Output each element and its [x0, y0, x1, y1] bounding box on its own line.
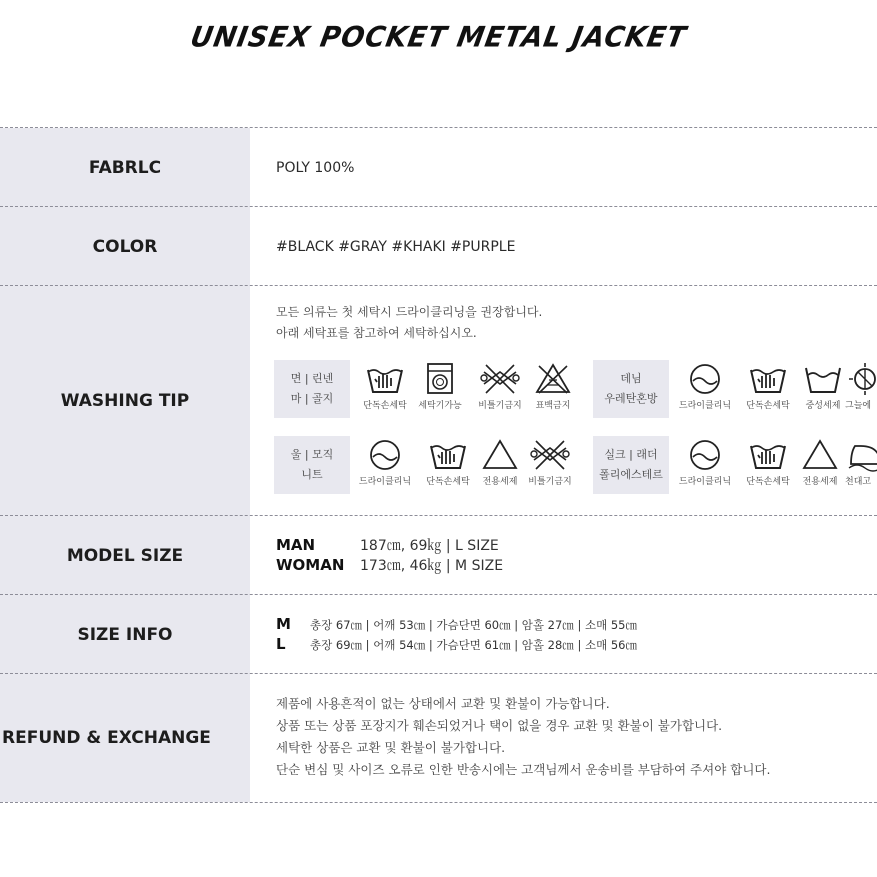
washing-machine-icon [410, 362, 470, 422]
color-value: #BLACK #GRAY #KHAKI #PURPLE [276, 238, 516, 255]
size-line [276, 614, 637, 634]
hand-wash-icon [738, 438, 798, 498]
dry-clean-icon [355, 438, 415, 498]
wash-group-label-line-2: 우레탄혼방 [604, 392, 658, 405]
model-size-row [0, 515, 877, 595]
neutral-detergent-icon [793, 362, 853, 422]
wash-group-silk [593, 436, 669, 494]
icon-caption: 비틀기금지 [528, 477, 572, 487]
shade-dry-icon [845, 362, 877, 422]
size-spec: 총장 67㎝ | 어깨 53㎝ | 가슴단면 60㎝ | 암홀 27㎝ | 소매 55㎝ [310, 618, 637, 632]
refund-line: 상품 또는 상품 포장지가 훼손되었거나 택이 없을 경우 교환 및 환불이 불가합니다. [276, 718, 723, 733]
wash-group-wool [274, 436, 350, 494]
refund-text [276, 693, 770, 781]
dry-clean-icon [675, 438, 735, 498]
icon-caption: 전용세제 [482, 477, 518, 487]
wash-group-label-line-2: 폴리에스테르 [599, 468, 663, 481]
size-info-row [0, 594, 877, 674]
refund-row [0, 673, 877, 803]
hand-wash-icon [738, 362, 798, 422]
model-spec: 173㎝, 46㎏ | M SIZE [360, 558, 504, 574]
fabric-label: FABRLC [0, 128, 250, 207]
icon-caption: 드라이클리닉 [358, 477, 412, 487]
washing-note [276, 302, 542, 344]
model-gender: MAN [276, 536, 316, 554]
no-wring-icon [470, 362, 530, 422]
dry-clean-icon [675, 362, 735, 422]
icon-caption: 단독손세탁 [746, 401, 790, 411]
size-info-values [276, 614, 637, 654]
wash-group-label-line-1: 데님 [620, 372, 642, 385]
icon-caption: 세탁기가능 [418, 401, 462, 411]
wash-group-label-line-2: 니트 [301, 468, 323, 481]
icon-caption: 표백금지 [535, 401, 571, 411]
wash-group-cotton [274, 360, 350, 418]
size-spec: 총장 69㎝ | 어깨 54㎝ | 가슴단면 61㎝ | 암홀 28㎝ | 소매 56㎝ [310, 638, 637, 652]
size-info-label: SIZE INFO [0, 595, 250, 674]
icon-caption: 그늘에 [845, 401, 872, 411]
washing-note-line-2: 아래 세탁표를 참고하여 세탁하십시오. [276, 326, 477, 340]
refund-line: 제품에 사용흔적이 없는 상태에서 교환 및 환불이 가능합니다. [276, 696, 610, 711]
refund-line: 단순 변심 및 사이즈 오류로 인한 반송시에는 고객님께서 운송비를 부담하여 주셔야 합니다. [276, 762, 771, 777]
color-row [0, 206, 877, 286]
model-line [276, 535, 503, 555]
model-gender: WOMAN [276, 556, 345, 574]
icon-caption: 중성세제 [805, 401, 841, 411]
color-label: COLOR [0, 207, 250, 286]
fabric-value: POLY 100% [276, 159, 355, 176]
model-size-values [276, 535, 503, 575]
no-bleach-icon [523, 362, 583, 422]
fabric-row [0, 127, 877, 207]
refund-line: 세탁한 상품은 교환 및 환불이 불가합니다. [276, 740, 506, 755]
icon-caption: 단독손세탁 [363, 401, 407, 411]
icon-caption: 드라이클리닉 [678, 477, 732, 487]
icon-caption: 천대고 [845, 477, 872, 487]
washing-row [0, 285, 877, 516]
wash-group-label-line-2: 마 | 골지 [290, 392, 334, 405]
washing-label: WASHING TIP [0, 286, 250, 516]
wash-group-denim [593, 360, 669, 418]
page-title: UNISEX POCKET METAL JACKET [187, 21, 689, 54]
hand-wash-icon [355, 362, 415, 422]
model-spec: 187㎝, 69㎏ | L SIZE [360, 538, 499, 554]
hand-wash-icon [418, 438, 478, 498]
model-line [276, 555, 503, 575]
wash-group-label-line-1: 실크 | 래더 [604, 448, 658, 461]
icon-caption: 단독손세탁 [746, 477, 790, 487]
wash-group-label-line-1: 면 | 린넨 [290, 372, 334, 385]
no-wring-icon [520, 438, 580, 498]
size-key: M [276, 615, 291, 633]
washing-note-line-1: 모든 의류는 첫 세탁시 드라이클리닝을 권장합니다. [276, 305, 543, 319]
icon-caption: 전용세제 [802, 477, 838, 487]
icon-caption: 드라이클리닉 [678, 401, 732, 411]
size-key: L [276, 635, 286, 653]
icon-caption: 단독손세탁 [426, 477, 470, 487]
icon-caption: 비틀기금지 [478, 401, 522, 411]
detergent-triangle-icon [790, 438, 850, 498]
size-line [276, 634, 637, 654]
refund-label: REFUND & EXCHANGE [0, 674, 250, 802]
iron-cloth-icon [845, 438, 877, 498]
wash-group-label-line-1: 울 | 모직 [290, 448, 334, 461]
model-size-label: MODEL SIZE [0, 516, 250, 595]
